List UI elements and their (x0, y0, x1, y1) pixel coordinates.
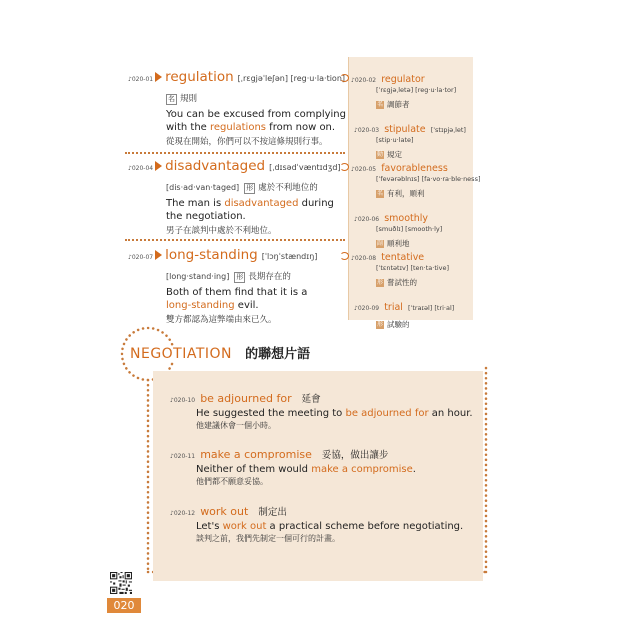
audio-track-label[interactable]: ♪020-10 (170, 397, 196, 404)
part-of-speech-badge: 形 (376, 320, 383, 328)
example-sentence: He suggested the meeting to be adjourned for an hour. (196, 408, 473, 419)
link-arrow-icon (340, 163, 349, 171)
chinese-meaning: 試驗的 (387, 320, 410, 329)
pronunciation: [smuðlɪ] [smooth·ly] (376, 225, 443, 233)
example-translation: 談判之前，我們先制定一個可行的計畫。 (196, 534, 340, 543)
related-word: regulator (381, 74, 425, 85)
section-title-en: NEGOTIATION (130, 346, 233, 362)
audio-track-label[interactable]: ♪020-03 (354, 127, 380, 134)
play-triangle-icon[interactable] (155, 250, 162, 260)
play-triangle-icon[interactable] (155, 72, 162, 82)
link-arrow-icon (340, 252, 349, 260)
audio-track-label[interactable]: ♪020-11 (170, 453, 196, 460)
part-of-speech-badge: 形 (236, 273, 244, 281)
section-title-zh: 的聯想片語 (245, 347, 311, 362)
entry-divider (125, 152, 345, 154)
example-translation: 他們都不願意妥協。 (196, 477, 268, 486)
part-of-speech-badge: 形 (246, 184, 254, 192)
pronunciation: [ˈfevərəblnɪs] [fa·vo·ra·ble·ness] (376, 175, 481, 183)
chinese-meaning: 規定 (387, 150, 402, 159)
audio-track-label[interactable]: ♪020-12 (170, 510, 196, 517)
entry-disadvantaged (128, 155, 340, 236)
keyword-highlight: disadvantaged (224, 198, 299, 209)
phrase-2 (170, 443, 416, 487)
audio-track-label[interactable]: ♪020-02 (351, 77, 377, 84)
headword: regulation (165, 69, 234, 85)
audio-track-label[interactable]: ♪020-06 (354, 216, 380, 223)
example-sentence: Both of them find that it is a long-standing evil. (166, 287, 308, 311)
pronunciation: [ˌdɪsədˈvæntɪdʒd] (269, 163, 341, 172)
related-word: smoothly (384, 213, 429, 224)
example-translation: 男子在談判中處於不利地位。 (166, 226, 277, 236)
audio-track-label[interactable]: ♪020-08 (351, 255, 377, 262)
pronunciation: [ˈrɛgjəˌletə] [reg·u·la·tor] (376, 86, 457, 94)
related-word: stipulate (384, 124, 426, 135)
part-of-speech-badge: 名 (376, 100, 383, 108)
part-of-speech-badge: 名 (376, 189, 383, 197)
keyword-highlight: be adjourned for (345, 408, 429, 419)
chinese-meaning: 順利地 (387, 239, 410, 248)
audio-track-label[interactable]: ♪020-04 (128, 165, 154, 172)
pronunciation: [ˈtɛntətɪv] [ten·ta·tive] (376, 264, 450, 272)
audio-track-label[interactable]: ♪020-01 (128, 76, 154, 83)
part-of-speech-badge: 副 (376, 239, 383, 247)
headword: disadvantaged (165, 158, 266, 174)
part-of-speech-badge: 形 (376, 278, 383, 286)
phrase-meaning: 延會 (301, 394, 321, 405)
chinese-meaning: 調節者 (387, 100, 410, 109)
phrase-text: make a compromise (200, 448, 312, 461)
part-of-speech-badge: 動 (376, 150, 383, 158)
example-sentence: The man is disadvantaged during the negotiation. (166, 198, 334, 222)
audio-track-label[interactable]: ♪020-09 (354, 305, 380, 312)
page-number: 020 (107, 598, 141, 613)
related-word: trial (384, 302, 403, 313)
audio-track-label[interactable]: ♪020-07 (128, 254, 154, 261)
play-triangle-icon[interactable] (155, 161, 162, 171)
section-title (128, 343, 310, 362)
audio-track-label[interactable]: ♪020-05 (351, 166, 377, 173)
example-translation: 從現在開始，你們可以不按這條規則行事。 (166, 137, 328, 147)
example-translation: 雙方都認為這弊端由來已久。 (166, 315, 277, 325)
phrase-text: be adjourned for (200, 392, 292, 405)
chinese-meaning: 嘗試性的 (387, 278, 417, 287)
side-group-1 (340, 67, 472, 163)
syllabification: [long·stand·ing] (166, 272, 230, 281)
headword: long-standing (165, 247, 258, 263)
example-sentence: You can be excused from complying with the regulations from now on. (166, 109, 346, 133)
example-sentence: Let's work out a practical scheme before negotiating. (196, 521, 464, 532)
pronunciation: [ˈstɪpjəˌlet] (430, 126, 466, 134)
syllabification: [dis·ad·van·taged] (166, 183, 240, 192)
related-word: favorableness (381, 163, 448, 174)
entry-regulation (128, 66, 346, 147)
phrase-text: work out (200, 505, 249, 518)
chinese-meaning: 有利，順利 (387, 189, 425, 198)
pronunciation: [ˈtraɪəl] [tri·al] (408, 304, 455, 312)
example-translation: 他建議休會一個小時。 (196, 421, 276, 430)
phrase-meaning: 妥協，做出讓步 (321, 450, 389, 461)
chinese-meaning: 處於不利地位的 (258, 183, 318, 193)
pronunciation: [ˈlɔŋˈstændɪŋ] (261, 252, 318, 261)
phrase-meaning: 制定出 (258, 507, 287, 518)
example-sentence: Neither of them would make a compromise. (196, 464, 416, 475)
chinese-meaning: 長期存在的 (248, 272, 291, 282)
chinese-meaning: 規則 (180, 94, 198, 104)
part-of-speech-badge: 名 (168, 95, 175, 103)
entry-long-standing (128, 244, 340, 325)
keyword-highlight: make a compromise (311, 464, 413, 475)
entry-divider (125, 239, 345, 241)
related-word: tentative (381, 252, 425, 263)
keyword-highlight: regulations (209, 122, 266, 133)
keyword-highlight: long-standing (166, 300, 235, 311)
phrase-3 (170, 500, 463, 544)
qr-code-icon[interactable] (110, 572, 132, 594)
phrase-1 (170, 387, 473, 431)
syllabification: [stip·u·late] (376, 136, 414, 144)
side-group-2 (340, 156, 481, 252)
keyword-highlight: work out (222, 521, 267, 532)
link-arrow-icon (340, 74, 349, 82)
pronunciation: [ˌrɛgjəˈleʃən] [reg·u·la·tion] (237, 74, 346, 83)
